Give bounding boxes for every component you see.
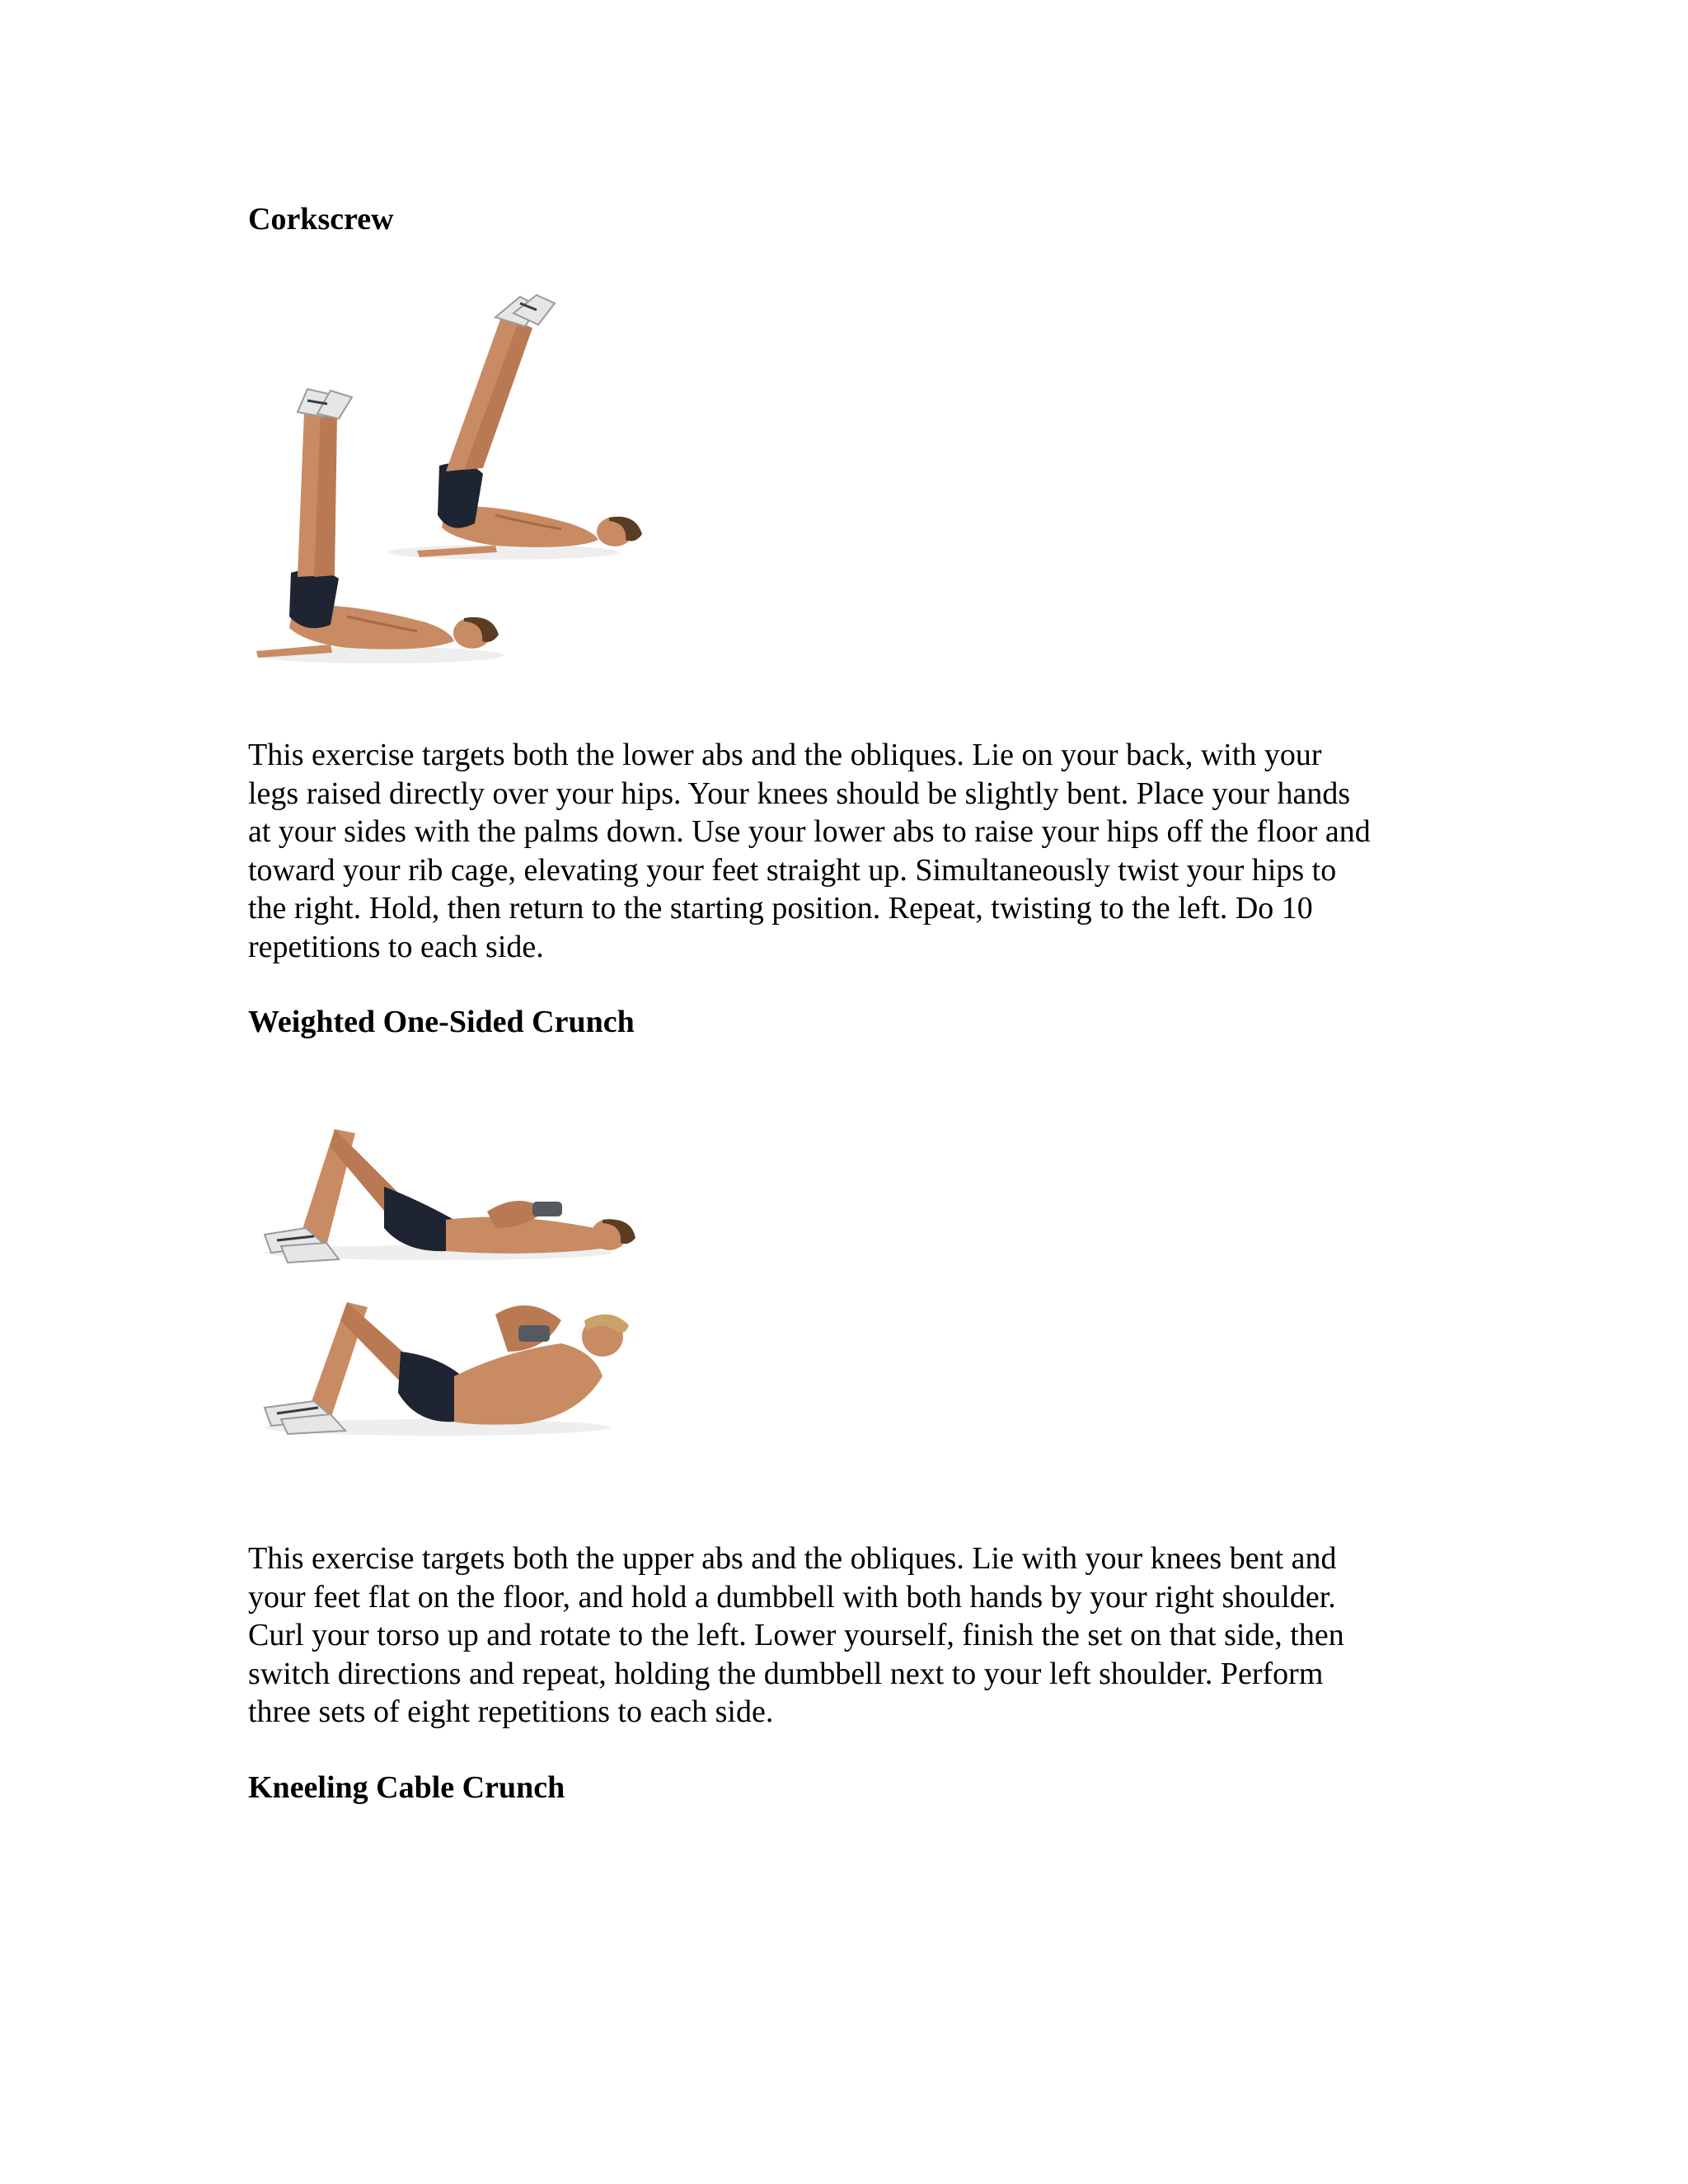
weighted-crunch-start xyxy=(265,1129,635,1263)
corkscrew-figure xyxy=(248,288,652,668)
body-line: Curl your torso up and rotate to the left. Lower yourself, finish the set on that side, then xyxy=(248,1618,1344,1652)
section-heading-corkscrew: Corkscrew xyxy=(248,202,394,237)
weighted-crunch-illustration xyxy=(248,1104,660,1451)
body-line: at your sides with the palms down. Use your lower abs to raise your hips off the floor and xyxy=(248,814,1371,849)
corkscrew-figure-back xyxy=(417,295,642,557)
corkscrew-description xyxy=(248,736,1451,966)
body-line: three sets of eight repetitions to each side. xyxy=(248,1694,774,1729)
section-heading-weighted-one-sided-crunch: Weighted One-Sided Crunch xyxy=(248,1005,635,1039)
body-line: repetitions to each side. xyxy=(248,929,544,964)
body-line: the right. Hold, then return to the starting position. Repeat, twisting to the left. Do 10 xyxy=(248,891,1313,926)
body-line: your feet flat on the floor, and hold a dumbbell with both hands by your right shoulder. xyxy=(248,1579,1336,1615)
weighted-crunch-curl xyxy=(265,1302,629,1434)
body-line: toward your rib cage, elevating your feet straight up. Simultaneously twist your hips to xyxy=(248,852,1337,888)
section-heading-kneeling-cable-crunch: Kneeling Cable Crunch xyxy=(248,1770,565,1805)
body-line: switch directions and repeat, holding the dumbbell next to your left shoulder. Perform xyxy=(248,1656,1324,1691)
body-line: This exercise targets both the lower abs and the obliques. Lie on your back, with your xyxy=(248,738,1322,772)
dumbbell-icon xyxy=(532,1202,562,1216)
body-line: legs raised directly over your hips. Your knees should be slightly bent. Place your hands xyxy=(248,776,1351,811)
weighted-crunch-figure xyxy=(248,1104,660,1451)
body-line: This exercise targets both the upper abs and the obliques. Lie with your knees bent and xyxy=(248,1541,1337,1576)
corkscrew-illustration xyxy=(248,288,652,668)
dumbbell-icon xyxy=(518,1325,550,1342)
weighted-crunch-description xyxy=(248,1540,1451,1732)
